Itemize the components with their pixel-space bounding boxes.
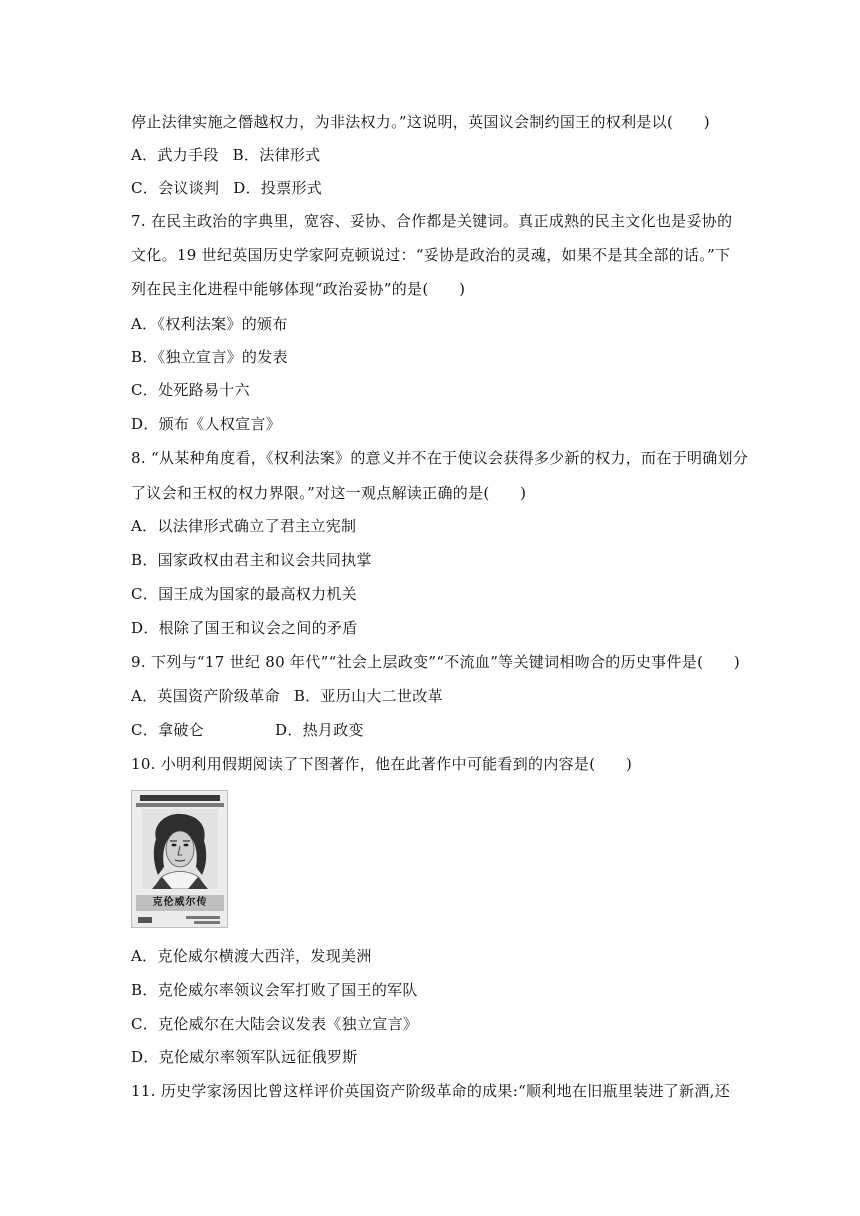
q9-stem: 9. 下列与“17 世纪 80 年代”“社会上层政变”“不流血”等关键词相吻合的历史事件是( ) [131,653,740,671]
q11-stem: 11. 历史学家汤因比曾这样评价英国资产阶级革命的成果:“顺利地在旧瓶里装进了新酒,还 [131,1082,731,1100]
cover-title: 克伦威尔传 [136,895,224,911]
q6-option-d: D．投票形式 [233,179,323,197]
q6-option-b: B．法律形式 [232,146,321,164]
q7-stem-line: 列在民主化进程中能够体现“政治妥协”的是( ) [131,280,466,298]
q9-option-b: B．亚历山大二世改革 [293,687,443,705]
q10-option-a: A．克伦威尔横渡大西洋，发现美洲 [131,947,372,965]
cover-subtitle-band [136,803,224,807]
q7-option-c: C．处死路易十六 [131,381,250,399]
q8-option-c: C．国王成为国家的最高权力机关 [131,585,357,603]
q9-options-row1 [131,686,741,706]
q10-option-d: D．克伦威尔率领军队远征俄罗斯 [131,1048,358,1066]
q7-option-b: B．《独立宣言》的发表 [131,348,288,366]
q9-option-a: A．英国资产阶级革命 [131,687,280,705]
q9-option-c: C．拿破仑 [131,721,204,739]
q6-stem: 停止法律实施之僭越权力，为非法权力。”这说明，英国议会制约国王的权利是以( ) [131,113,710,131]
q10-option-b: B．克伦威尔率领议会军打败了国王的军队 [131,981,418,999]
q10-option-c: C．克伦威尔在大陆会议发表《独立宣言》 [131,1015,419,1033]
q8-stem-line: 8. “从某种角度看，《权利法案》的意义并不在于使议会获得多少新的权力，而在于明确划分 [131,449,749,467]
q7-option-a: A．《权利法案》的颁布 [131,315,288,333]
q8-option-b: B．国家政权由君主和议会共同执掌 [131,551,372,569]
q7-stem-line: 文化。19 世纪英国历史学家阿克顿说过：“妥协是政治的灵魂，如果不是其全部的话。”下 [131,246,731,264]
q6-options-row2 [131,178,741,198]
book-cover-image [131,790,228,928]
q8-stem-line: 了议会和王权的权力界限。”对这一观点解读正确的是( ) [131,484,527,502]
q10-stem: 10. 小明利用假期阅读了下图著作，他在此著作中可能看到的内容是( ) [131,755,633,773]
q7-option-d: D．颁布《人权宣言》 [131,415,282,433]
q9-options-row2 [131,720,741,740]
q6-option-a: A．武力手段 [131,146,219,164]
cover-series-band [140,795,220,801]
q8-option-d: D．根除了国王和议会之间的矛盾 [131,619,358,637]
q6-options-row1 [131,145,741,165]
cromwell-portrait-icon [142,809,218,889]
q9-option-d: D．热月政变 [275,721,364,739]
q8-option-a: A．以法律形式确立了君主立宪制 [131,517,357,535]
cover-footer [136,915,224,925]
q7-stem-line: 7. 在民主政治的字典里，宽容、妥协、合作都是关键词。真正成熟的民主文化也是妥协的 [131,212,733,230]
q6-option-c: C．会议谈判 [131,179,220,197]
